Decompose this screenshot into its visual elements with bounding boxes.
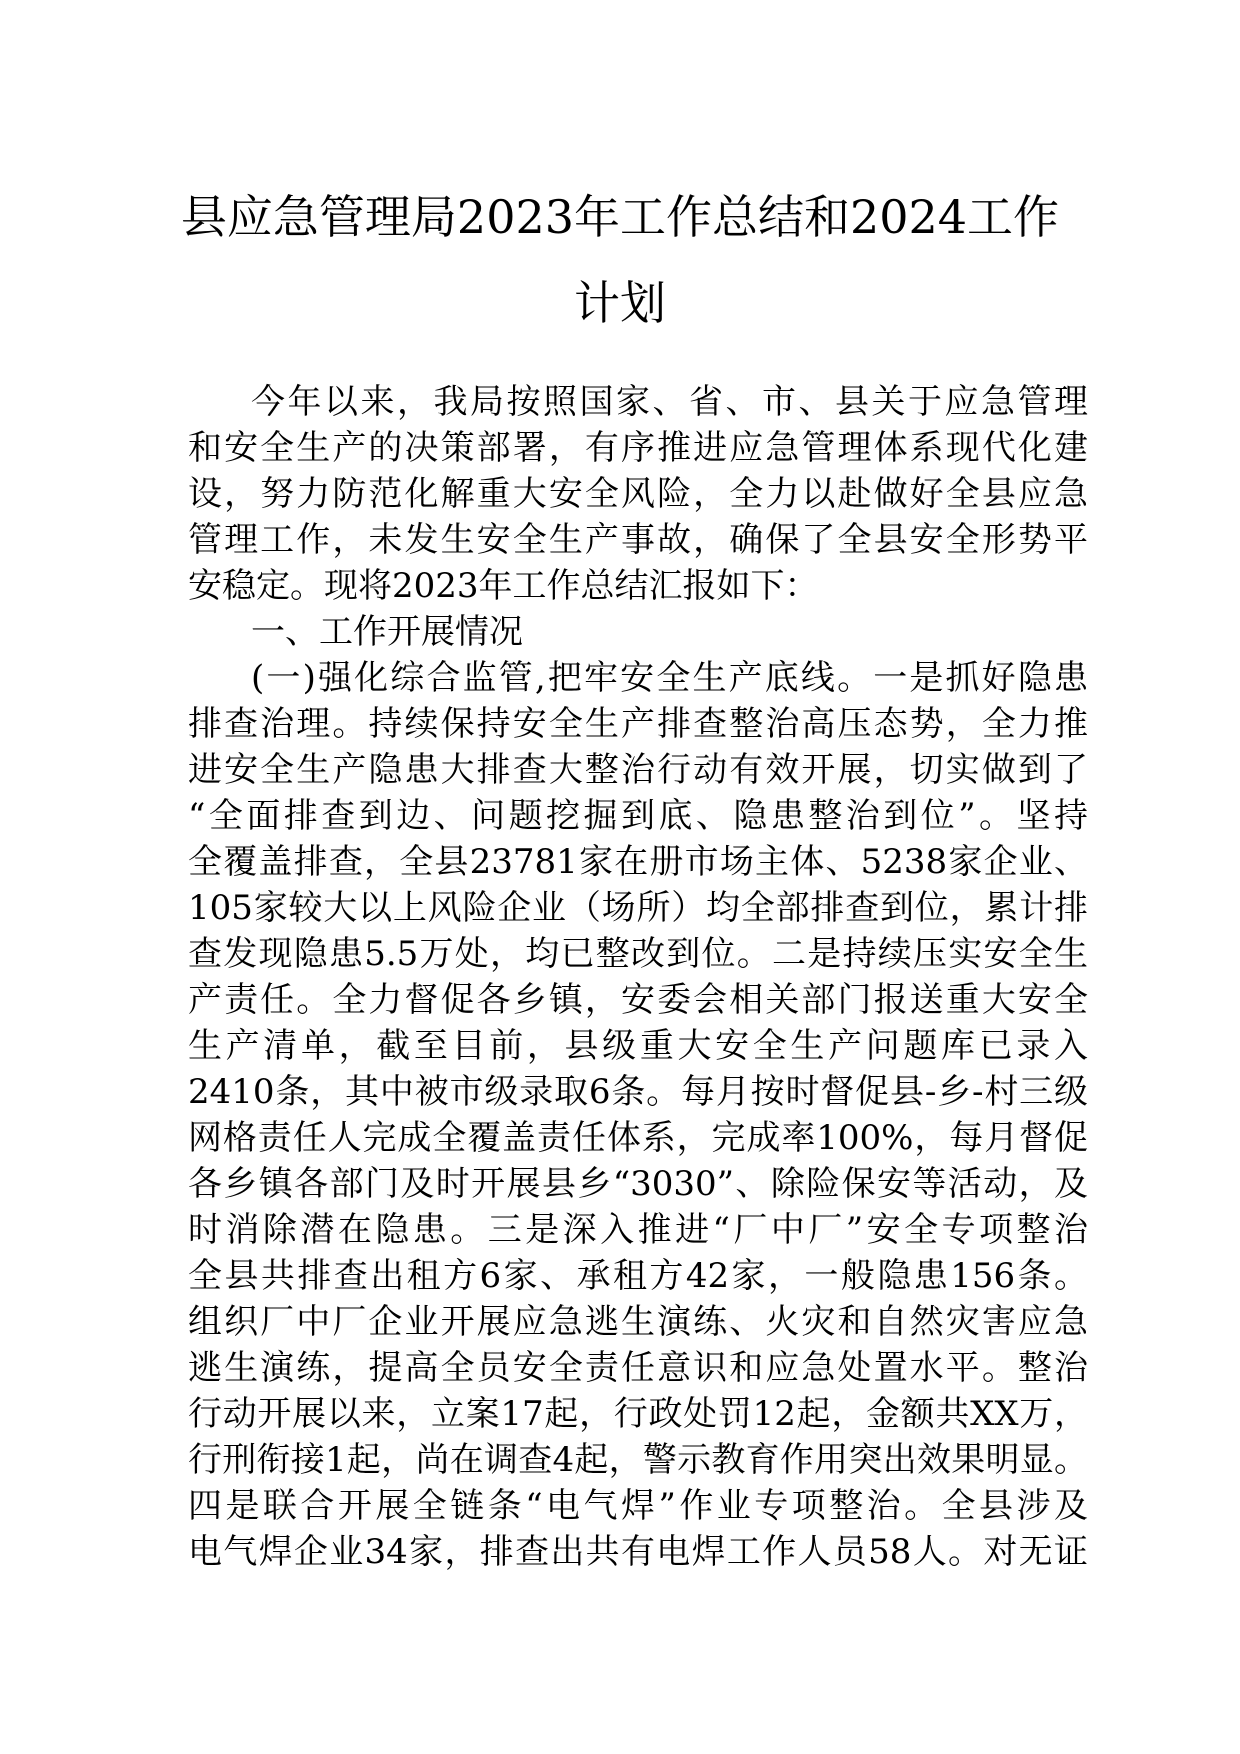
paragraph-line: 网格责任人完成全覆盖责任体系，完成率100%，每月督促 <box>188 1118 1088 1158</box>
paragraph-line: 查发现隐患5.5万处，均已整改到位。二是持续压实安全生 <box>188 934 1088 974</box>
paragraph-line: 行刑衔接1起，尚在调查4起，警示教育作用突出效果明显。 <box>188 1440 1088 1480</box>
title-line: 计划 <box>574 276 666 330</box>
paragraph-line: (一)强化综合监管,把牢安全生产底线。一是抓好隐患 <box>251 658 1088 698</box>
paragraph-line: 和安全生产的决策部署，有序推进应急管理体系现代化建 <box>188 428 1088 468</box>
paragraph-line: 产责任。全力督促各乡镇，安委会相关部门报送重大安全 <box>188 980 1088 1020</box>
paragraph-line: 全县共排查出租方6家、承租方42家，一般隐患156条。 <box>188 1256 1088 1296</box>
paragraph-line: 今年以来，我局按照国家、省、市、县关于应急管理 <box>251 382 1088 422</box>
paragraph-line: 时消除潜在隐患。三是深入推进“厂中厂”安全专项整治 <box>188 1210 1088 1250</box>
paragraph-line: 管理工作，未发生安全生产事故，确保了全县安全形势平 <box>188 520 1088 560</box>
paragraph-line: 2410条，其中被市级录取6条。每月按时督促县-乡-村三级 <box>188 1072 1088 1112</box>
section-heading: 一、工作开展情况 <box>251 612 523 652</box>
paragraph-line: 行动开展以来，立案17起，行政处罚12起，金额共XX万， <box>188 1394 1088 1434</box>
paragraph-line: 全覆盖排查，全县23781家在册市场主体、5238家企业、 <box>188 842 1088 882</box>
paragraph-line: 设，努力防范化解重大安全风险，全力以赴做好全县应急 <box>188 474 1088 514</box>
paragraph-line: 进安全生产隐患大排查大整治行动有效开展，切实做到了 <box>188 750 1088 790</box>
paragraph-line: 生产清单，截至目前，县级重大安全生产问题库已录入 <box>188 1026 1088 1066</box>
paragraph-line: 105家较大以上风险企业（场所）均全部排查到位，累计排 <box>188 888 1088 928</box>
title-line: 县应急管理局2023年工作总结和2024工作 <box>180 190 1060 244</box>
paragraph-line: 排查治理。持续保持安全生产排查整治高压态势，全力推 <box>188 704 1088 744</box>
paragraph-line: 四是联合开展全链条“电气焊”作业专项整治。全县涉及 <box>188 1486 1088 1526</box>
paragraph-line: 逃生演练，提高全员安全责任意识和应急处置水平。整治 <box>188 1348 1088 1388</box>
paragraph-line: 电气焊企业34家，排查出共有电焊工作人员58人。对无证 <box>188 1532 1088 1572</box>
paragraph-line: 安稳定。现将2023年工作总结汇报如下： <box>188 566 819 606</box>
body-text <box>188 0 1088 1754</box>
paragraph-line: “全面排查到边、问题挖掘到底、隐患整治到位”。坚持 <box>188 796 1088 836</box>
paragraph-line: 组织厂中厂企业开展应急逃生演练、火灾和自然灾害应急 <box>188 1302 1088 1342</box>
paragraph-line: 各乡镇各部门及时开展县乡“3030”、除险保安等活动，及 <box>188 1164 1088 1204</box>
